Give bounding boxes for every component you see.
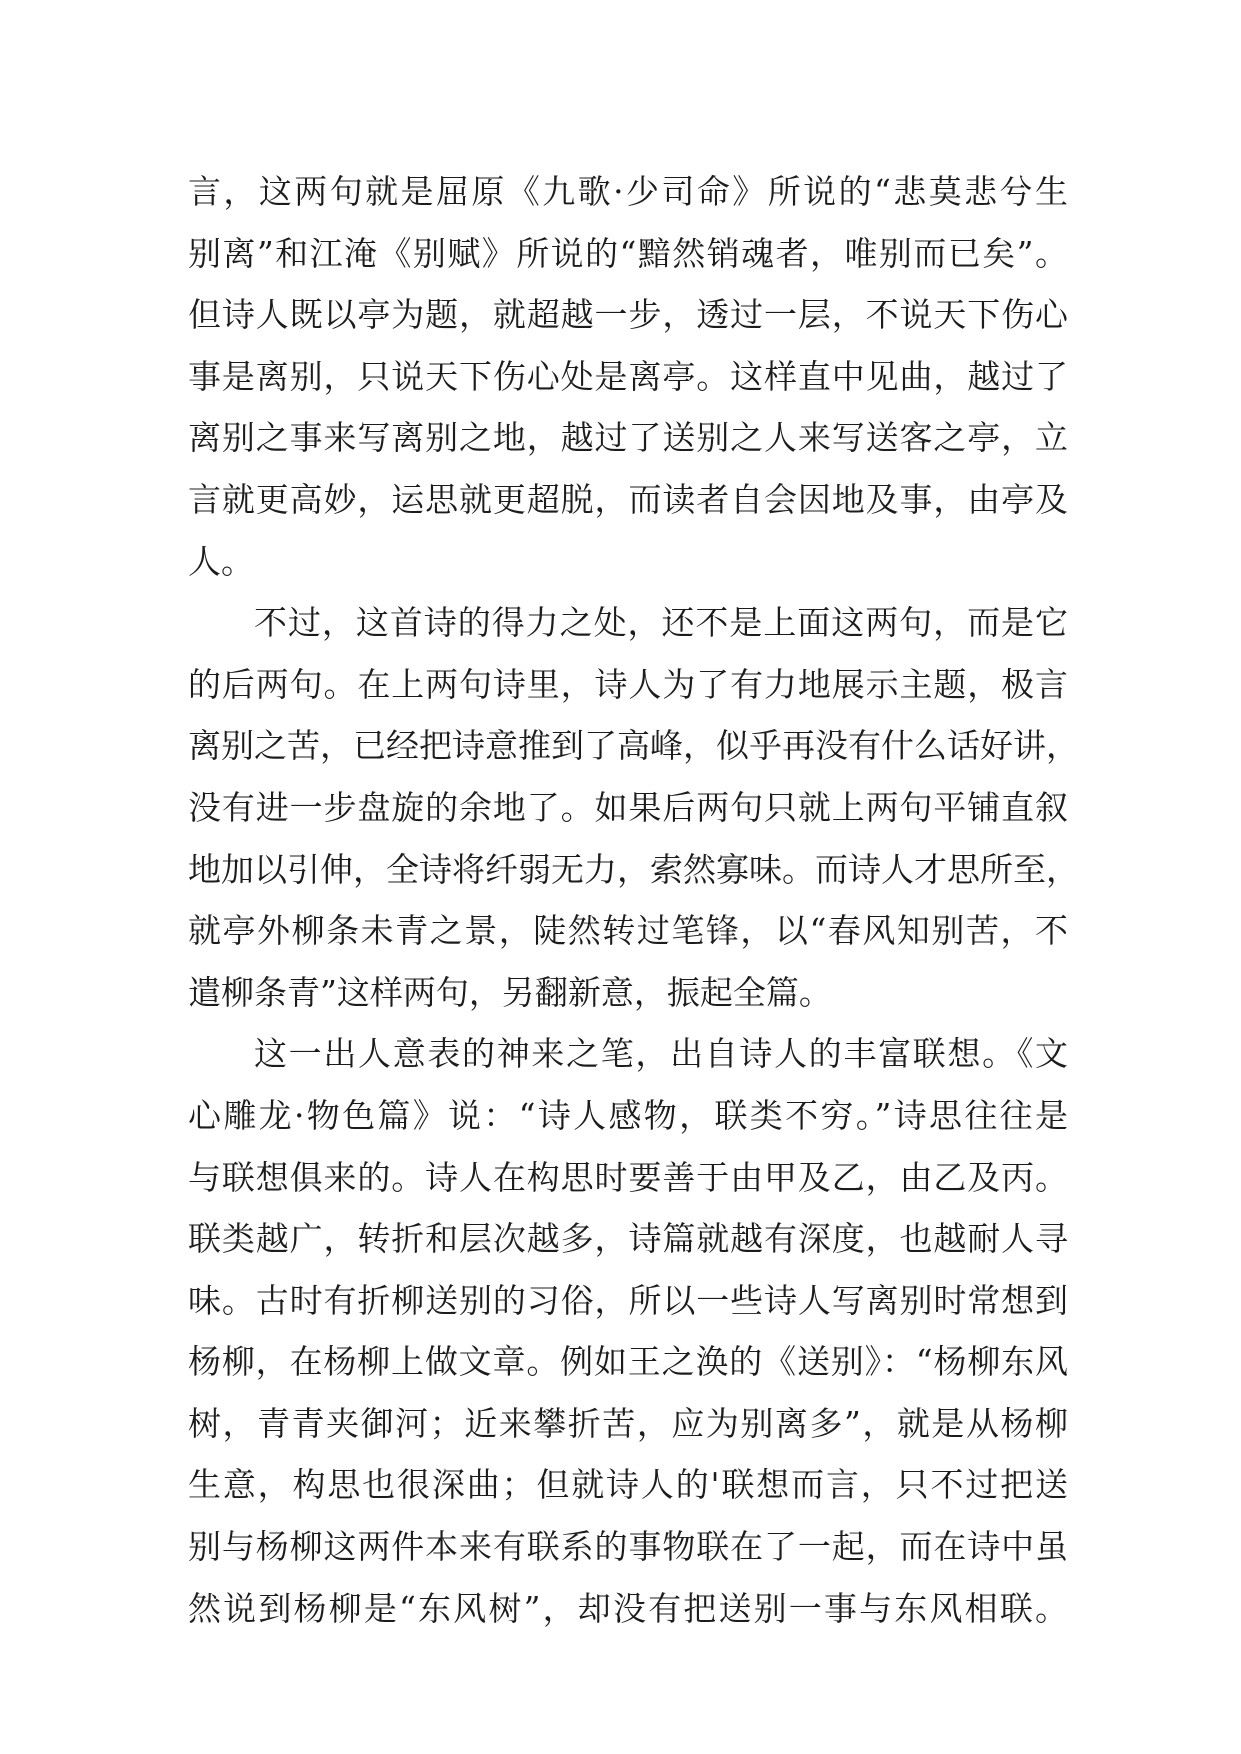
text-line: 不过，这首诗的得力之处，还不是上面这两句，而是它 [254,603,1068,643]
text-line: 的后两句。在上两句诗里，诗人为了有力地展示主题，极言 [188,664,1068,704]
body-text [188,161,1079,1639]
text-line: 生意，构思也很深曲；但就诗人的'联想而言，只不过把送 [188,1465,1068,1505]
text-line: 遣柳条青”这样两句，另翻新意，振起全篇。 [188,972,832,1012]
text-line: 离别之事来写离别之地，越过了送别之人来写送客之亭，立 [188,418,1068,458]
text-line: 事是离别，只说天下伤心处是离亭。这样直中见曲，越过了 [188,356,1068,396]
text-line: 人。 [188,541,254,581]
text-line: 就亭外柳条未青之景，陡然转过笔锋，以“春风知别苦，不 [188,911,1068,951]
text-line: 离别之苦，已经把诗意推到了高峰，似乎再没有什么话好讲， [188,726,1079,766]
text-line: 杨柳，在杨柳上做文章。例如王之涣的《送别》：“杨柳东风 [188,1342,1068,1382]
text-line: 这一出人意表的神来之笔，出自诗人的丰富联想。《文 [254,1034,1068,1074]
text-line: 但诗人既以亭为题，就超越一步，透过一层，不说天下伤心 [188,295,1068,335]
text-line: 味。古时有折柳送别的习俗，所以一些诗人写离别时常想到 [188,1280,1068,1320]
text-line: 联类越广，转折和层次越多，诗篇就越有深度，也越耐人寻 [188,1219,1068,1259]
text-line: 然说到杨柳是“东风树”，却没有把送别一事与东风相联。 [188,1588,1068,1628]
text-line: 别离”和江淹《别赋》所说的“黯然销魂者，唯别而已矣”。 [188,233,1068,273]
text-line: 与联想俱来的。诗人在构思时要善于由甲及乙，由乙及丙。 [188,1157,1068,1197]
text-line: 没有进一步盘旋的余地了。如果后两句只就上两句平铺直叙 [188,787,1068,827]
text-line: 树，青青夹御河；近来攀折苦，应为别离多”，就是从杨柳 [188,1403,1068,1443]
text-line: 别与杨柳这两件本来有联系的事物联在了一起，而在诗中虽 [188,1527,1068,1567]
text-line: 言，这两句就是屈原《九歌·少司命》所说的“悲莫悲兮生 [188,172,1068,211]
text-line: 心雕龙·物色篇》说：“诗人感物，联类不穷。”诗思往往是 [188,1095,1068,1135]
text-line: 地加以引伸，全诗将纤弱无力，索然寡味。而诗人才思所至， [188,849,1079,889]
text-line: 言就更高妙，运思就更超脱，而读者自会因地及事，由亭及 [188,479,1068,519]
